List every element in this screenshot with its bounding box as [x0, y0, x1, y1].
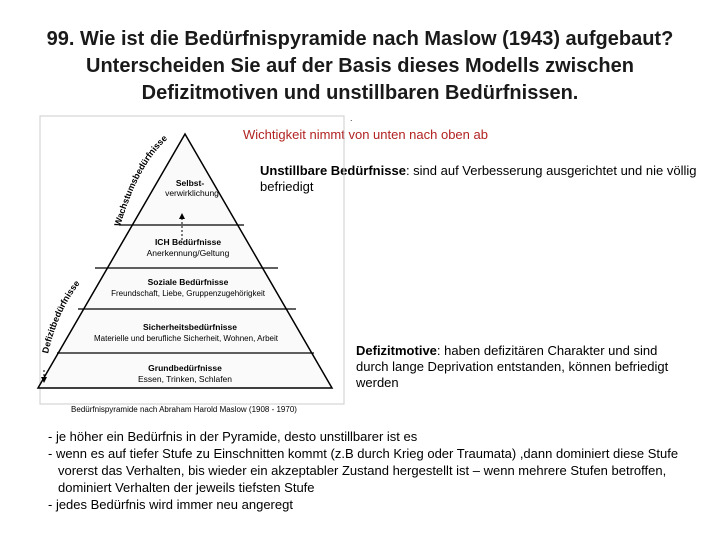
maslow-pyramid-figure	[32, 112, 352, 417]
bullet-item: - je höher ein Bedürfnis in der Pyramide, desto unstillbarer ist es	[48, 429, 418, 444]
level-1-subtitle: verwirklichung	[165, 188, 219, 198]
level-2-subtitle: Anerkennung/Geltung	[146, 248, 230, 258]
level-2-title: ICH Bedürfnisse	[154, 237, 222, 247]
level-3-title: Soziale Bedürfnisse	[147, 277, 229, 287]
unstillbar-term: Unstillbare Bedürfnisse	[260, 163, 406, 178]
level-5-subtitle: Essen, Trinken, Schlafen	[137, 374, 233, 384]
level-1-title: Selbst-	[175, 178, 205, 188]
level-4-title: Sicherheitsbedürfnisse	[142, 322, 238, 332]
bullet-item: - wenn es auf tiefer Stufe zu Einschnitten kommt (z.B durch Krieg oder Traumata) ,dann dominiert diese Stufe vorerst das Verhalten, bis wieder ein akzeptabler Zustand hergestellt ist – wenn mehrere Stufen betroffen, dominiert Verhalten der jeweils tiefsten Stufe	[48, 446, 679, 495]
pyramid-outline	[38, 134, 332, 388]
slide-title: 99. Wie ist die Bedürfnispyramide nach Maslow (1943) aufgebaut? Unterscheiden Sie auf der Basis dieses Modells zwischen Defizitmotiven und unstillbaren Bedürfnissen.	[46, 28, 674, 104]
growth-needs-label: Wachstumsbedürfnisse	[112, 132, 170, 228]
importance-note: Wichtigkeit nimmt von unten nach oben ab	[243, 127, 488, 142]
deficit-needs-label: Defizitbedürfnisse	[40, 278, 82, 355]
defizit-text: : haben defizitären Charakter und sind durch lange Deprivation entstanden, können befriedigt werden	[356, 343, 669, 390]
dot-mark: .	[350, 113, 353, 123]
unstillbar-text: : sind auf Verbesserung ausgerichtet und nie völlig befriedigt	[260, 163, 697, 194]
bullet-item: - jedes Bedürfnis wird immer neu angeregt	[48, 497, 293, 512]
level-3-subtitle: Freundschaft, Liebe, Gruppenzugehörigkeit	[111, 289, 265, 298]
defizit-definition	[356, 343, 676, 391]
pyramid-caption: Bedürfnispyramide nach Abraham Harold Maslow (1908 - 1970)	[71, 405, 297, 414]
level-4-subtitle: Materielle und berufliche Sicherheit, Wohnen, Arbeit	[94, 334, 278, 343]
level-5-title: Grundbedürfnisse	[148, 363, 222, 373]
defizit-term: Defizitmotive	[356, 343, 437, 358]
bullet-list	[48, 428, 708, 513]
